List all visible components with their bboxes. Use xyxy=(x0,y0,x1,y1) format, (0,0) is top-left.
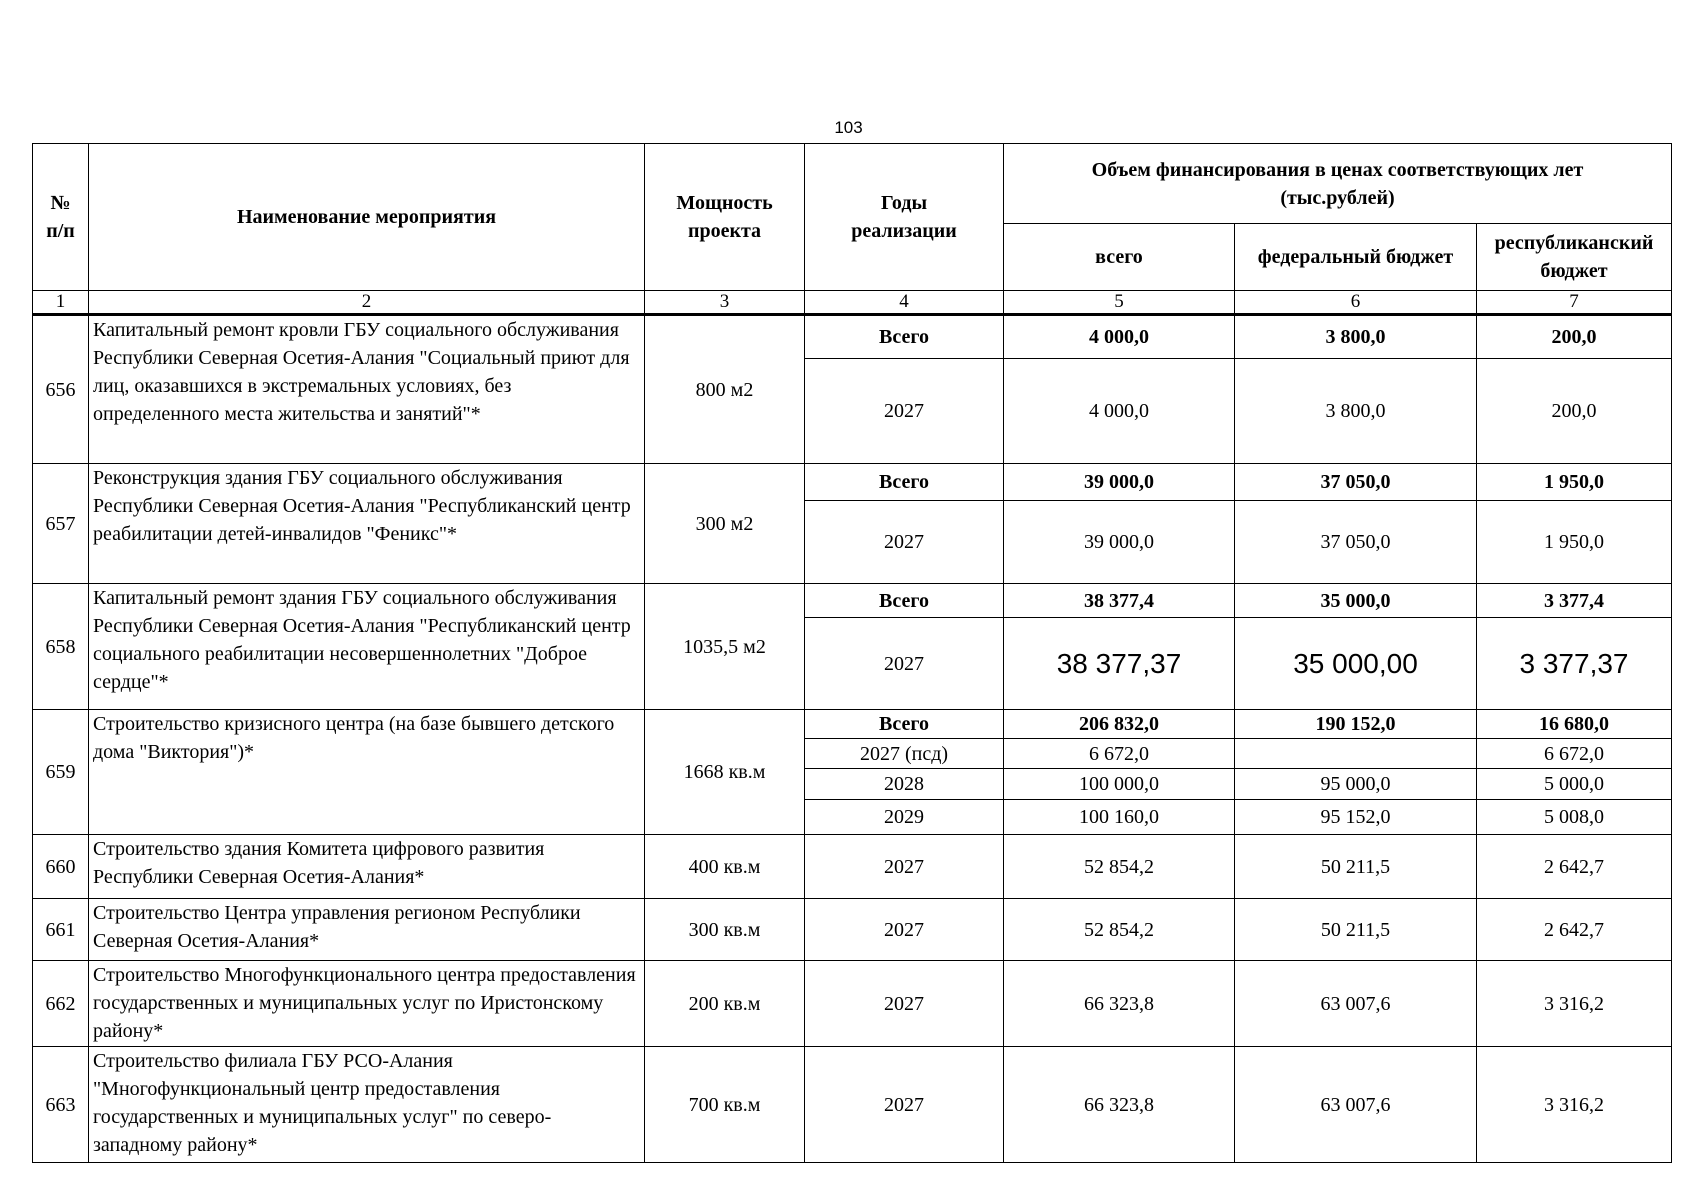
federal-value: 50 211,5 xyxy=(1235,899,1477,961)
capacity: 300 м2 xyxy=(645,464,805,584)
republic-value: 200,0 xyxy=(1477,315,1672,359)
federal-value: 95 152,0 xyxy=(1235,800,1477,835)
row-number: 658 xyxy=(33,584,89,710)
column-number: 2 xyxy=(89,291,645,315)
header-row-1 xyxy=(33,144,1672,224)
republic-value: 3 377,37 xyxy=(1477,618,1672,710)
table-row xyxy=(33,961,1672,1047)
capacity: 400 кв.м xyxy=(645,835,805,899)
federal-value: 35 000,00 xyxy=(1235,618,1477,710)
year: 2027 xyxy=(805,835,1004,899)
republic-value: 1 950,0 xyxy=(1477,501,1672,584)
header-name: Наименование мероприятия xyxy=(89,144,645,291)
header-years: Годы реализации xyxy=(805,144,1004,291)
federal-value: 63 007,6 xyxy=(1235,961,1477,1047)
measure-name: Строительство филиала ГБУ РСО-Алания "Многофункциональный центр предоставления государственных и муниципальных услуг" по северо-западному району* xyxy=(89,1047,645,1163)
column-number: 3 xyxy=(645,291,805,315)
republic-value: 2 642,7 xyxy=(1477,835,1672,899)
header-republic: республиканский бюджет xyxy=(1477,224,1672,291)
table-row xyxy=(33,710,1672,739)
page-number: 103 xyxy=(834,118,863,137)
total-value: 39 000,0 xyxy=(1004,501,1235,584)
row-number: 661 xyxy=(33,899,89,961)
republic-value: 6 672,0 xyxy=(1477,739,1672,769)
financing-table xyxy=(32,143,1672,1163)
republic-value: 5 008,0 xyxy=(1477,800,1672,835)
republic-value: 16 680,0 xyxy=(1477,710,1672,739)
capacity: 1035,5 м2 xyxy=(645,584,805,710)
capacity: 700 кв.м xyxy=(645,1047,805,1163)
total-value: 38 377,37 xyxy=(1004,618,1235,710)
measure-name: Строительство кризисного центра (на базе бывшего детского дома "Виктория")* xyxy=(89,710,645,835)
header-capacity: Мощность проекта xyxy=(645,144,805,291)
header-federal: федеральный бюджет xyxy=(1235,224,1477,291)
year: Всего xyxy=(805,710,1004,739)
column-number: 5 xyxy=(1004,291,1235,315)
table-row xyxy=(33,464,1672,501)
table-row xyxy=(33,899,1672,961)
header-financing: Объем финансирования в ценах соответствующих лет (тыс.рублей) xyxy=(1004,144,1672,224)
year: 2027 xyxy=(805,618,1004,710)
year: 2027 xyxy=(805,961,1004,1047)
year: Всего xyxy=(805,464,1004,501)
federal-value: 3 800,0 xyxy=(1235,359,1477,464)
capacity: 300 кв.м xyxy=(645,899,805,961)
federal-value: 95 000,0 xyxy=(1235,769,1477,800)
republic-value: 5 000,0 xyxy=(1477,769,1672,800)
republic-value: 200,0 xyxy=(1477,359,1672,464)
row-number: 659 xyxy=(33,710,89,835)
row-number: 656 xyxy=(33,315,89,464)
measure-name: Реконструкция здания ГБУ социального обслуживания Республики Северная Осетия-Алания "Республиканский центр реабилитации детей-инвалидов "Феникс"* xyxy=(89,464,645,584)
row-number: 663 xyxy=(33,1047,89,1163)
capacity: 800 м2 xyxy=(645,315,805,464)
total-value: 206 832,0 xyxy=(1004,710,1235,739)
federal-value: 190 152,0 xyxy=(1235,710,1477,739)
year: 2028 xyxy=(805,769,1004,800)
row-number: 660 xyxy=(33,835,89,899)
republic-value: 3 377,4 xyxy=(1477,584,1672,618)
republic-value: 2 642,7 xyxy=(1477,899,1672,961)
measure-name: Капитальный ремонт здания ГБУ социального обслуживания Республики Северная Осетия-Алания "Республиканский центр социального реабилитации несовершеннолетних "Доброе сердце"* xyxy=(89,584,645,710)
year: 2027 xyxy=(805,899,1004,961)
total-value: 100 000,0 xyxy=(1004,769,1235,800)
federal-value: 37 050,0 xyxy=(1235,464,1477,501)
column-numbers-row xyxy=(33,291,1672,315)
total-value: 6 672,0 xyxy=(1004,739,1235,769)
header-num: № п/п xyxy=(33,144,89,291)
table-row xyxy=(33,835,1672,899)
capacity: 1668 кв.м xyxy=(645,710,805,835)
total-value: 52 854,2 xyxy=(1004,835,1235,899)
measure-name: Капитальный ремонт кровли ГБУ социального обслуживания Республики Северная Осетия-Алания "Социальный приют для лиц, оказавшихся в экстремальных условиях, без определенного места жительства и занятий"* xyxy=(89,315,645,464)
total-value: 66 323,8 xyxy=(1004,961,1235,1047)
year: 2027 xyxy=(805,1047,1004,1163)
total-value: 100 160,0 xyxy=(1004,800,1235,835)
total-value: 39 000,0 xyxy=(1004,464,1235,501)
column-number: 6 xyxy=(1235,291,1477,315)
row-number: 657 xyxy=(33,464,89,584)
measure-name: Строительство Центра управления регионом Республики Северная Осетия-Алания* xyxy=(89,899,645,961)
republic-value: 3 316,2 xyxy=(1477,961,1672,1047)
year: 2027 xyxy=(805,501,1004,584)
federal-value: 35 000,0 xyxy=(1235,584,1477,618)
total-value: 4 000,0 xyxy=(1004,315,1235,359)
total-value: 38 377,4 xyxy=(1004,584,1235,618)
column-number: 4 xyxy=(805,291,1004,315)
federal-value: 63 007,6 xyxy=(1235,1047,1477,1163)
federal-value xyxy=(1235,739,1477,769)
total-value: 66 323,8 xyxy=(1004,1047,1235,1163)
republic-value: 1 950,0 xyxy=(1477,464,1672,501)
column-number: 7 xyxy=(1477,291,1672,315)
republic-value: 3 316,2 xyxy=(1477,1047,1672,1163)
capacity: 200 кв.м xyxy=(645,961,805,1047)
header-total: всего xyxy=(1004,224,1235,291)
year: Всего xyxy=(805,584,1004,618)
year: 2027 xyxy=(805,359,1004,464)
row-number: 662 xyxy=(33,961,89,1047)
measure-name: Строительство Многофункционального центра предоставления государственных и муниципальных услуг по Иристонскому району* xyxy=(89,961,645,1047)
federal-value: 50 211,5 xyxy=(1235,835,1477,899)
table-row xyxy=(33,315,1672,359)
year: 2027 (псд) xyxy=(805,739,1004,769)
table-row xyxy=(33,584,1672,618)
total-value: 4 000,0 xyxy=(1004,359,1235,464)
federal-value: 3 800,0 xyxy=(1235,315,1477,359)
table-row xyxy=(33,1047,1672,1163)
column-number: 1 xyxy=(33,291,89,315)
total-value: 52 854,2 xyxy=(1004,899,1235,961)
year: Всего xyxy=(805,315,1004,359)
year: 2029 xyxy=(805,800,1004,835)
measure-name: Строительство здания Комитета цифрового развития Республики Северная Осетия-Алания* xyxy=(89,835,645,899)
federal-value: 37 050,0 xyxy=(1235,501,1477,584)
